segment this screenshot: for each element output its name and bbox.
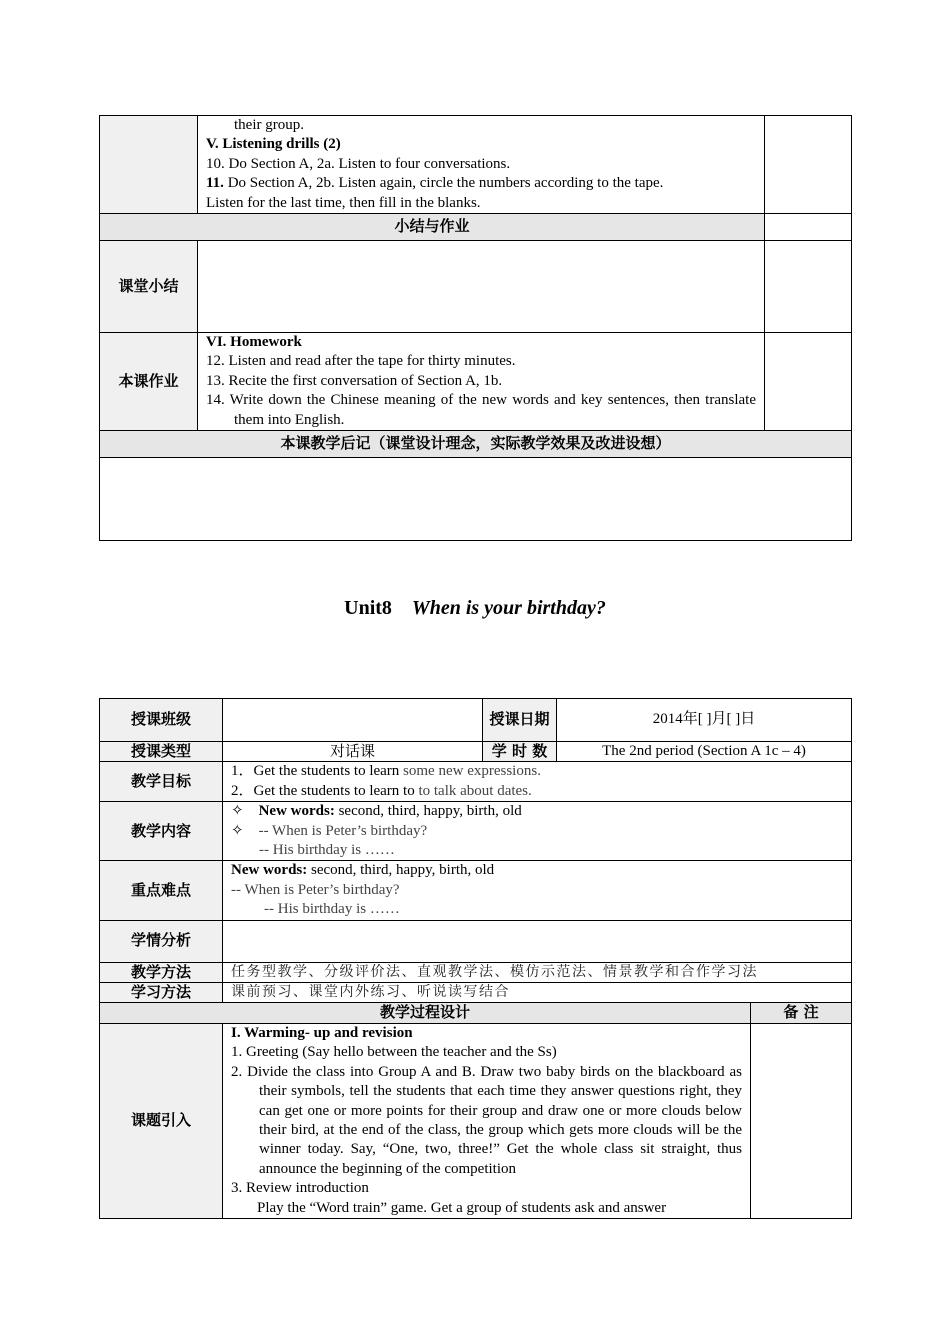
remarks-cell — [751, 1023, 852, 1218]
goal-item: 2．Get the students to learn to to talk about dates. — [231, 782, 532, 799]
class-value — [223, 699, 483, 742]
content-cell — [223, 802, 852, 861]
content-answer: -- His birthday is …… — [259, 842, 395, 859]
type-value: 对话课 — [223, 742, 483, 762]
lesson-plan-table — [99, 698, 852, 1219]
item-11-line2: Listen for the last time, then fill in the blanks. — [206, 194, 481, 211]
period-label: 学 时 数 — [483, 742, 557, 762]
homework-item: 14. Write down the Chinese meaning of the new words and key sentences, then translate them into English. — [206, 392, 756, 428]
key-question: -- When is Peter’s birthday? — [231, 881, 400, 898]
lesson-table-continued — [99, 115, 852, 541]
remarks-cell — [765, 214, 852, 241]
warmup-heading: I. Warming- up and revision — [231, 1024, 413, 1041]
analysis-label: 学情分析 — [100, 920, 223, 962]
warmup-content — [223, 1023, 751, 1218]
learning-value: 课前预习、课堂内外练习、听说读写结合 — [223, 983, 852, 1003]
date-value: 2014年[ ]月[ ]日 — [557, 699, 852, 742]
key-answer: -- His birthday is …… — [264, 901, 400, 918]
goal-item: 1．Get the students to learn some new expressions. — [231, 763, 541, 780]
content-label: 教学内容 — [100, 802, 223, 861]
period-value: The 2nd period (Section A 1c – 4) — [557, 742, 852, 762]
type-label: 授课类型 — [100, 742, 223, 762]
key-new-words: New words: second, third, happy, birth, old — [231, 862, 495, 879]
date-label: 授课日期 — [483, 699, 557, 742]
remarks-header: 备 注 — [751, 1003, 852, 1023]
homework-item: 13. Recite the first conversation of Section A, 1b. — [206, 372, 503, 389]
warmup-last-line: Play the “Word train” game. Get a group of students ask and answer — [257, 1199, 667, 1216]
warmup-item: 2. Divide the class into Group A and B. Draw two baby birds on the blackboard as their symbols, tell the students that each time they answer questions right, they can get one or more points for their group and draw one or more clouds below their bird, at the end of the class, the group which gets more clouds will be the winner today. Say, “One, two, three!” Get the whole class sit straight, thus announce the beginning of the competition — [231, 1063, 742, 1177]
intro-label: 课题引入 — [100, 1023, 223, 1218]
item-10: 10. Do Section A, 2a. Listen to four conversations. — [206, 155, 511, 172]
warmup-item: 1. Greeting (Say hello between the teacher and the Ss) — [231, 1044, 557, 1061]
goals-label: 教学目标 — [100, 762, 223, 802]
class-summary-label: 课堂小结 — [100, 241, 198, 333]
summary-header: 小结与作业 — [100, 214, 765, 241]
remarks-cell — [765, 116, 852, 214]
remarks-cell — [765, 333, 852, 431]
unit-subtitle: When is your birthday? — [411, 597, 606, 619]
afterword-content — [100, 458, 852, 541]
class-label: 授课班级 — [100, 699, 223, 742]
process-header: 教学过程设计 — [100, 1003, 751, 1023]
content-new-words: ✧ New words: second, third, happy, birth, old — [231, 803, 522, 820]
listening-drills-heading: V. Listening drills (2) — [206, 136, 341, 153]
method-label: 教学方法 — [100, 962, 223, 982]
method-value: 任务型教学、分级评价法、直观教学法、模仿示范法、情景教学和合作学习法 — [223, 962, 852, 982]
homework-label: 本课作业 — [100, 333, 198, 431]
afterword-header: 本课教学后记（课堂设计理念，实际教学效果及改进设想） — [100, 431, 852, 458]
listening-content-cell — [198, 116, 765, 214]
analysis-content — [223, 920, 852, 962]
content-question: ✧ -- When is Peter’s birthday? — [231, 822, 428, 839]
unit-title — [0, 597, 950, 620]
key-points-label: 重点难点 — [100, 861, 223, 920]
bullet-icon: ✧ — [231, 803, 244, 820]
class-summary-content — [198, 241, 765, 333]
goals-content — [223, 762, 852, 802]
homework-content — [198, 333, 765, 431]
warmup-item: 3. Review introduction — [231, 1180, 369, 1197]
key-points-cell — [223, 861, 852, 920]
unit-number: Unit8 — [344, 597, 392, 619]
continued-line: their group. — [234, 117, 304, 133]
homework-item: 12. Listen and read after the tape for thirty minutes. — [206, 353, 516, 370]
empty-label-cell — [100, 116, 198, 214]
homework-heading: VI. Homework — [206, 334, 302, 351]
remarks-cell — [765, 241, 852, 333]
item-11: 11. Do Section A, 2b. Listen again, circle the numbers according to the tape. — [206, 175, 664, 192]
bullet-icon: ✧ — [231, 822, 244, 839]
learning-label: 学习方法 — [100, 983, 223, 1003]
